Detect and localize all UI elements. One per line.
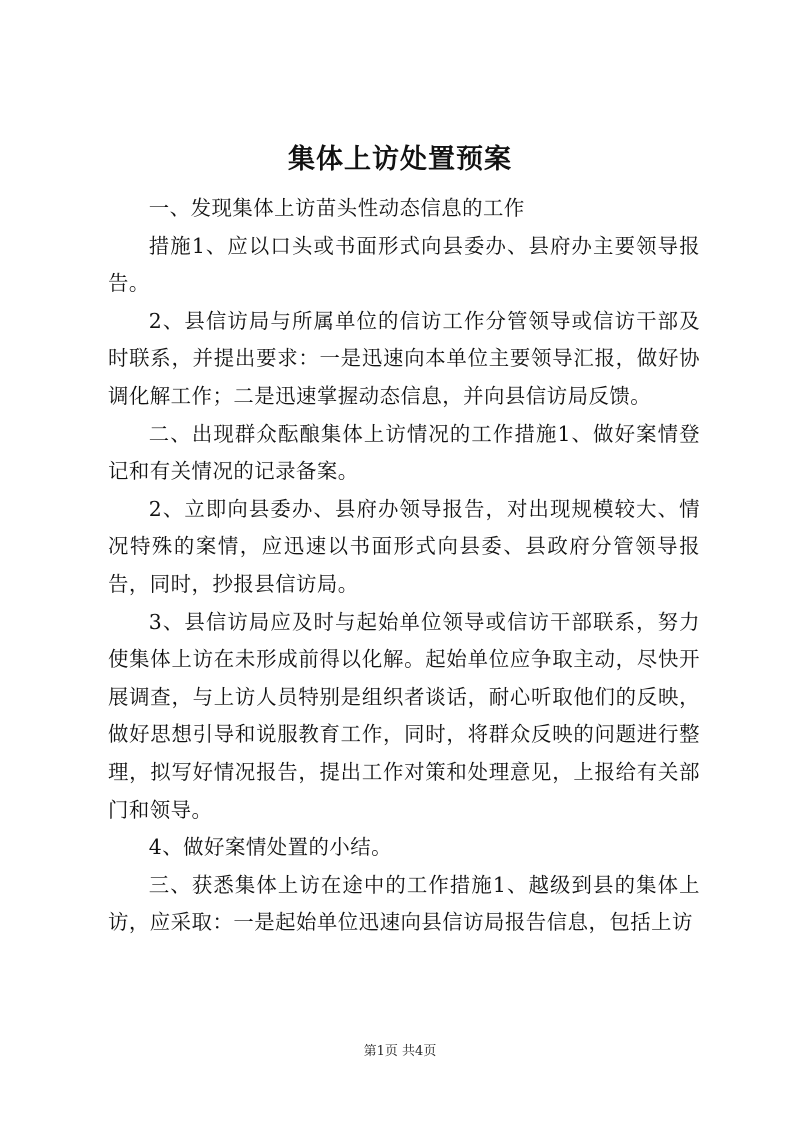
- paragraph-measure-2: 2、县信访局与所属单位的信访工作分管领导或信访干部及时联系，并提出要求：一是迅速向本单位主要领导汇报，做好协调化解工作；二是迅速掌握动态信息，并向县信访局反馈。: [108, 308, 700, 408]
- paragraph-section-2-item-3: 3、县信访局应及时与起始单位领导或信访干部联系，努力使集体上访在未形成前得以化解。起始单位应争取主动，尽快开展调查，与上访人员特别是组织者谈话，耐心听取他们的反映，做好思想引导和说服教育工作，同时，将群众反映的问题进行整理，拟写好情况报告，提出工作对策和处理意见，上报给有关部门和领导。: [108, 609, 700, 822]
- paragraph-measure-1: 措施1、应以口头或书面形式向县委办、县府办主要领导报告。: [108, 233, 700, 296]
- document-title: 集体上访处置预案: [288, 144, 512, 175]
- paragraph-section-2-heading: 二、出现群众酝酿集体上访情况的工作措施1、做好案情登记和有关情况的记录备案。: [108, 421, 700, 484]
- paragraph-section-1-heading: 一、发现集体上访苗头性动态信息的工作: [148, 196, 525, 220]
- paragraph-section-3-heading: 三、获悉集体上访在途中的工作措施1、越级到县的集体上访，应采取：一是起始单位迅速向县信访局报告信息，包括上访: [108, 872, 700, 935]
- document-body: [108, 190, 700, 942]
- paragraph-section-2-item-2: 2、立即向县委办、县府办领导报告，对出现规模较大、情况特殊的案情，应迅速以书面形式向县委、县政府分管领导报告，同时，抄报县信访局。: [108, 496, 700, 596]
- paragraph-section-2-item-4: 4、做好案情处置的小结。: [148, 835, 393, 860]
- page-number-footer: 第1页 共4页: [363, 1044, 437, 1059]
